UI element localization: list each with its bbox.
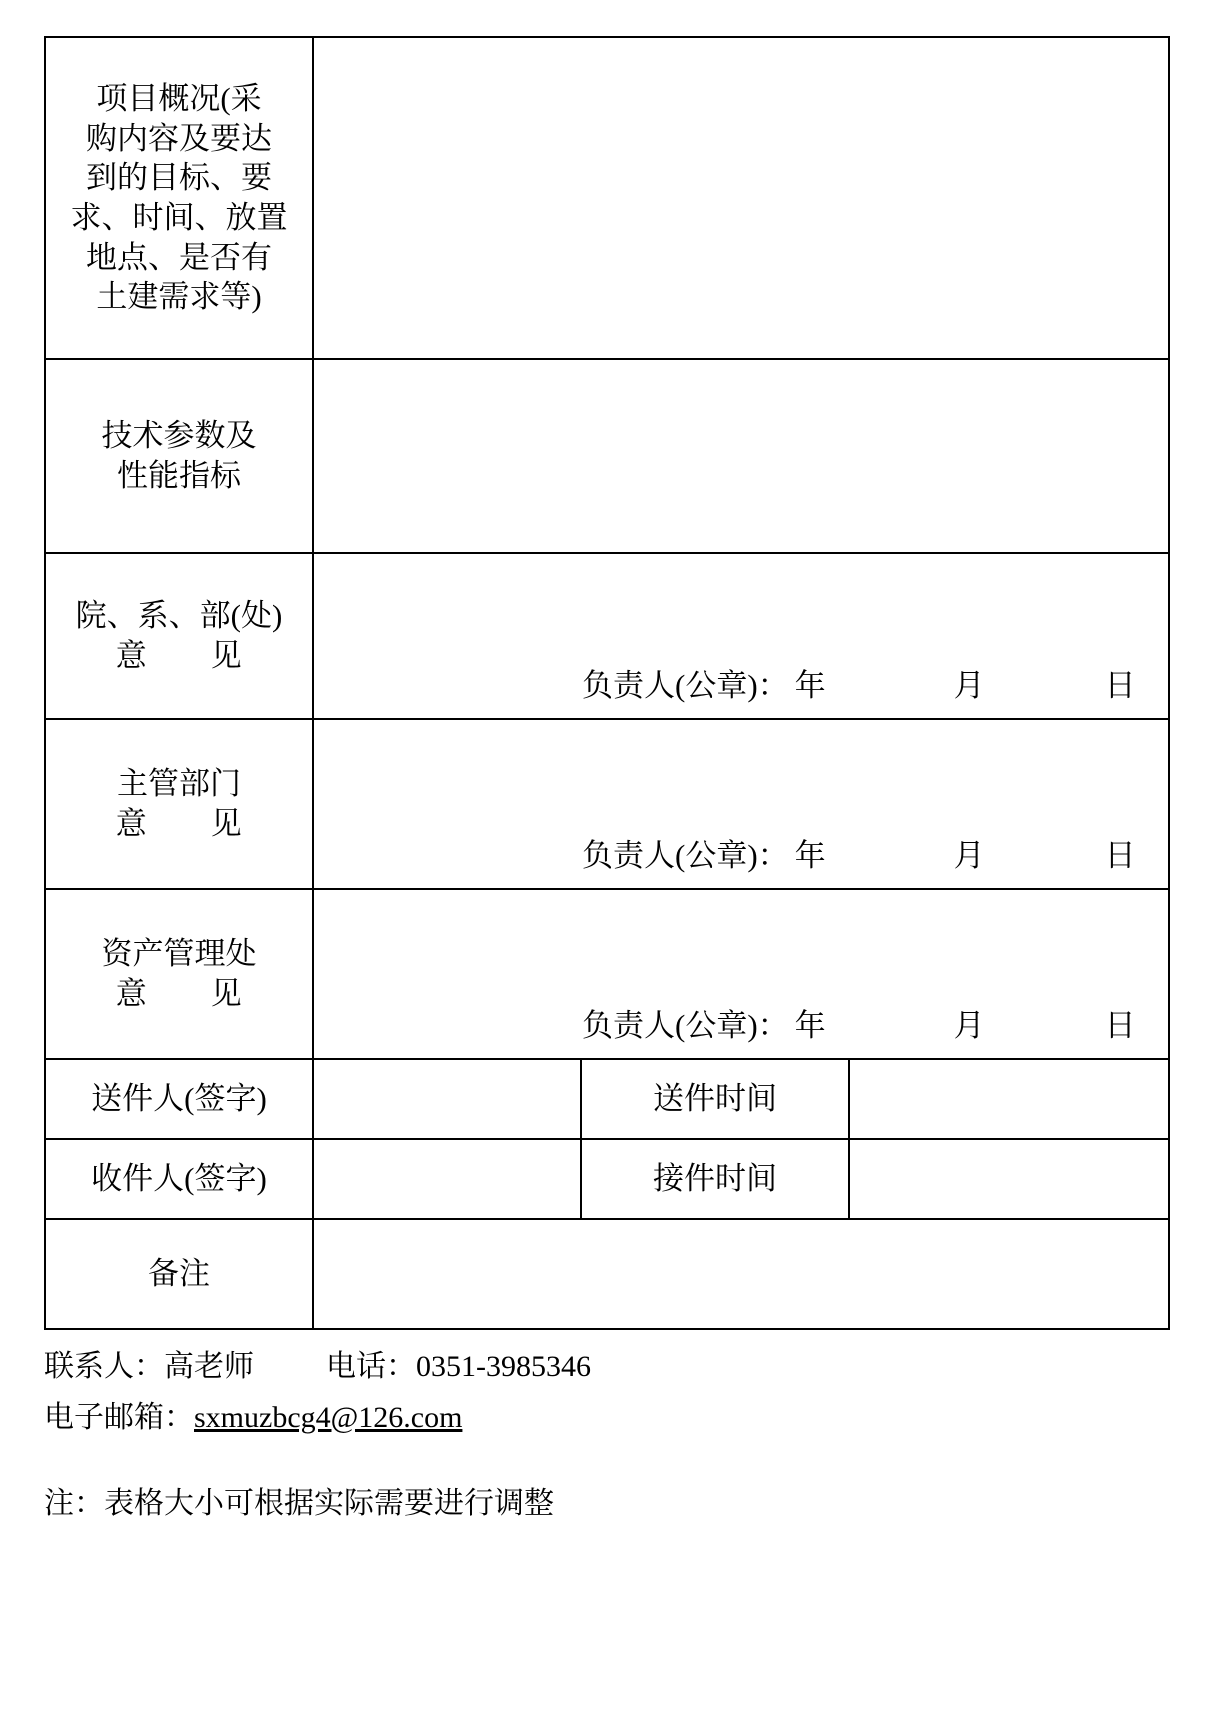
footer-contact-block bbox=[44, 1344, 1168, 1528]
label-receive-time: 接件时间 bbox=[581, 1139, 849, 1219]
label-remark: 备注 bbox=[45, 1219, 313, 1329]
field-department-opinion[interactable] bbox=[313, 553, 1169, 719]
table-row-technical-parameters bbox=[45, 359, 1169, 553]
procurement-request-form bbox=[44, 36, 1170, 1330]
contact-phone: 电话：0351-3985346 bbox=[326, 1350, 591, 1383]
footer-row-email bbox=[44, 1395, 1168, 1442]
label-receiver: 收件人(签字) bbox=[45, 1139, 313, 1219]
table-row-remark bbox=[45, 1219, 1169, 1329]
table-row-sender bbox=[45, 1059, 1169, 1139]
table-row-department-opinion bbox=[45, 553, 1169, 719]
table-row-project-overview bbox=[45, 37, 1169, 359]
signature-line-department: 负责人(公章)： 年 月 日 bbox=[582, 668, 1136, 704]
email-value[interactable]: sxmuzbcg4@126.com bbox=[194, 1400, 463, 1434]
signature-line-supervisor: 负责人(公章)： 年 月 日 bbox=[582, 838, 1136, 874]
field-send-time[interactable] bbox=[849, 1059, 1169, 1139]
table-row-asset-office-opinion bbox=[45, 889, 1169, 1059]
footer-row-contact bbox=[44, 1344, 1168, 1391]
label-project-overview: 项目概况(采 购内容及要达 到的目标、要 求、时间、放置 地点、是否有 土建需求等) bbox=[45, 37, 313, 359]
label-supervisor-opinion: 主管部门 意 见 bbox=[45, 719, 313, 889]
field-sender-signature[interactable] bbox=[313, 1059, 581, 1139]
contact-person: 联系人：高老师 bbox=[44, 1350, 254, 1383]
table-row-supervisor-opinion bbox=[45, 719, 1169, 889]
label-send-time: 送件时间 bbox=[581, 1059, 849, 1139]
field-receive-time[interactable] bbox=[849, 1139, 1169, 1219]
field-technical-parameters[interactable] bbox=[313, 359, 1169, 553]
field-supervisor-opinion[interactable] bbox=[313, 719, 1169, 889]
signature-line-asset-office: 负责人(公章)： 年 月 日 bbox=[582, 1008, 1136, 1044]
field-receiver-signature[interactable] bbox=[313, 1139, 581, 1219]
email-label: 电子邮箱： bbox=[44, 1400, 194, 1434]
label-technical-parameters: 技术参数及 性能指标 bbox=[45, 359, 313, 553]
footer-note: 注：表格大小可根据实际需要进行调整 bbox=[44, 1487, 554, 1520]
label-asset-office-opinion: 资产管理处 意 见 bbox=[45, 889, 313, 1059]
table-row-receiver bbox=[45, 1139, 1169, 1219]
label-department-opinion: 院、系、部(处) 意 见 bbox=[45, 553, 313, 719]
label-sender: 送件人(签字) bbox=[45, 1059, 313, 1139]
field-remark[interactable] bbox=[313, 1219, 1169, 1329]
field-asset-office-opinion[interactable] bbox=[313, 889, 1169, 1059]
field-project-overview[interactable] bbox=[313, 37, 1169, 359]
